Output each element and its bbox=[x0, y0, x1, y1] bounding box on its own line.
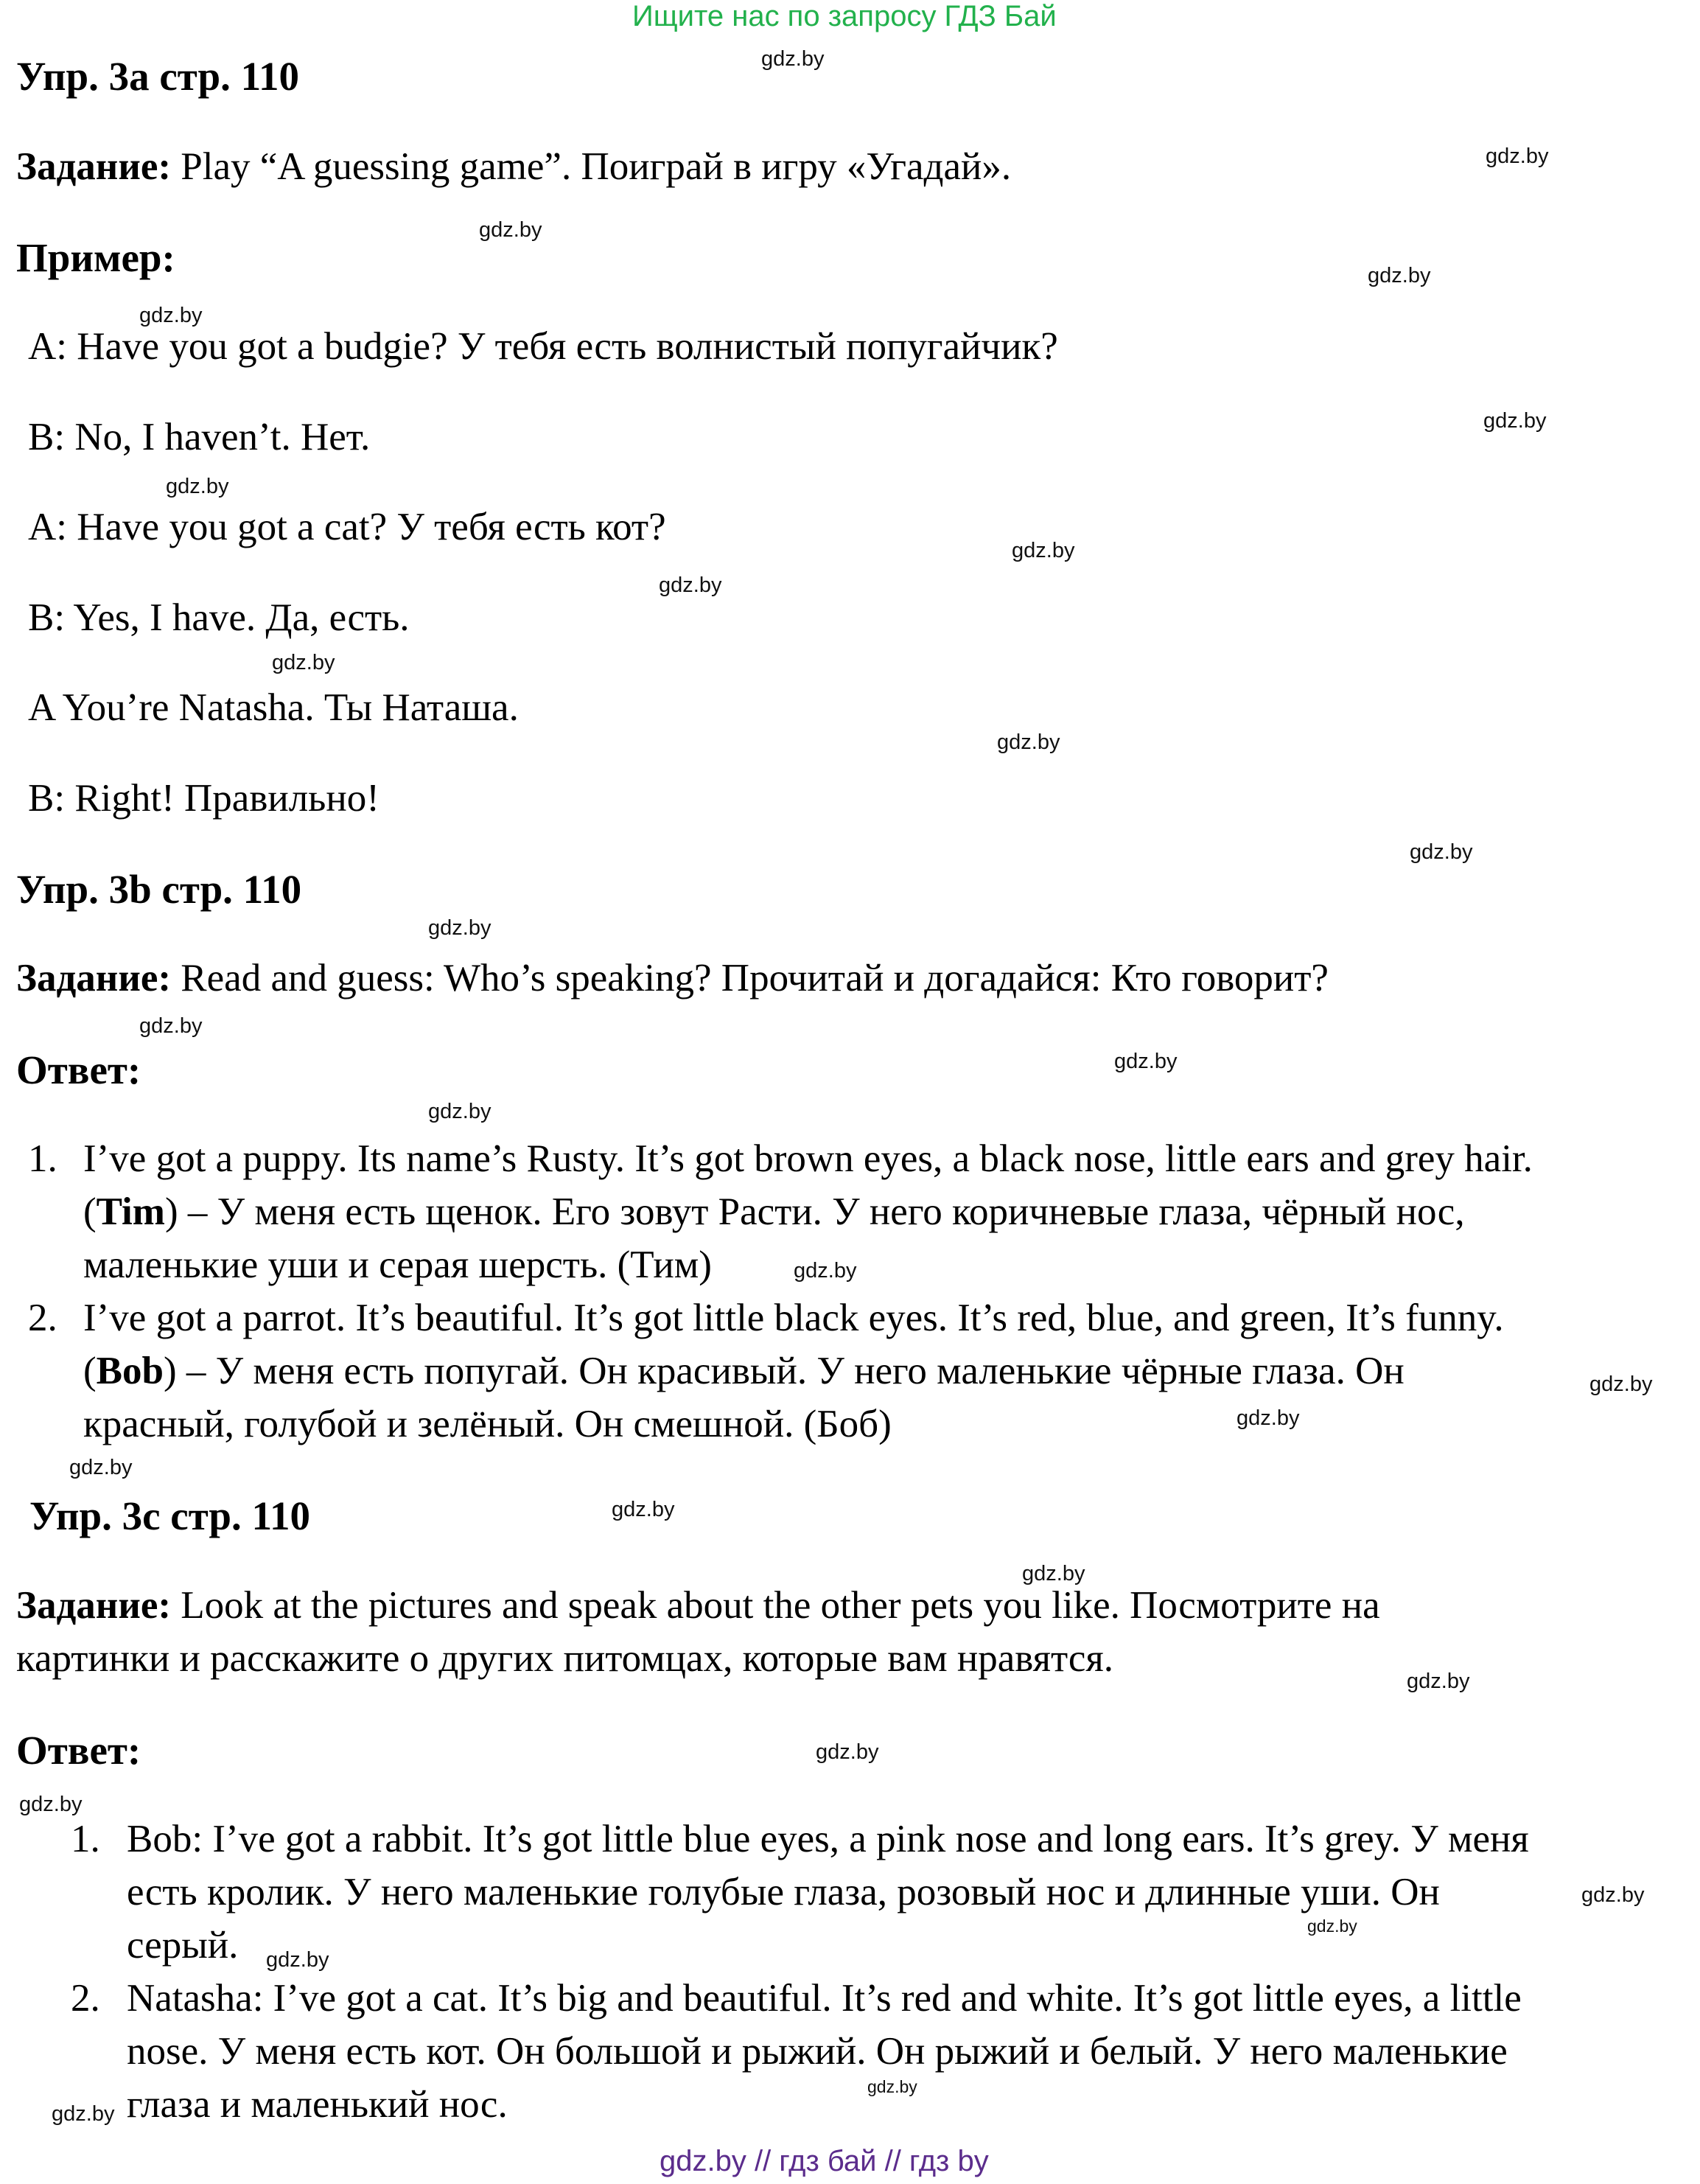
watermark: gdz.by bbox=[1589, 1372, 1653, 1396]
answer-label: Ответ: bbox=[16, 1728, 141, 1773]
watermark: gdz.by bbox=[1307, 1916, 1357, 1936]
answer-line: Bob: I’ve got a rabbit. It’s got little blue eyes, a pink nose and long ears. It’s grey. У меня bbox=[127, 1818, 1529, 1860]
search-hint-link[interactable]: Ищите нас по запросу ГДЗ Бай bbox=[632, 0, 1057, 32]
dialogue-line: A: Have you got a cat? У тебя есть кот? bbox=[28, 506, 666, 548]
answer-line: Natasha: I’ve got a cat. It’s big and beautiful. It’s red and white. It’s got little eyes, a little bbox=[127, 1977, 1522, 2020]
watermark: gdz.by bbox=[1022, 1562, 1085, 1585]
task-label: Задание: bbox=[16, 1584, 172, 1627]
watermark: gdz.by bbox=[1407, 1670, 1470, 1693]
task-text: Look at the pictures and speak about the other pets you like. Посмотрите на bbox=[181, 1584, 1380, 1627]
answer-line: I’ve got a puppy. Its name’s Rusty. It’s got brown eyes, a black nose, little ears and grey hair. bbox=[83, 1137, 1533, 1180]
watermark: gdz.by bbox=[612, 1498, 675, 1521]
task-text-cont: картинки и расскажите о других питомцах, которые вам нравятся. bbox=[16, 1637, 1113, 1680]
exercise-3c-task bbox=[16, 1583, 1380, 1627]
task-text: Read and guess: Who’s speaking? Прочитай и догадайся: Кто говорит? bbox=[181, 957, 1329, 999]
answer-line: серый. bbox=[127, 1924, 239, 1967]
watermark: gdz.by bbox=[139, 1014, 203, 1038]
list-number: 2. bbox=[71, 1977, 100, 2020]
exercise-3a-task bbox=[16, 144, 1011, 189]
speaker-name: Tim bbox=[96, 1190, 165, 1233]
watermark: gdz.by bbox=[1114, 1050, 1178, 1073]
watermark: gdz.by bbox=[1581, 1883, 1645, 1907]
dialogue-line: A: Have you got a budgie? У тебя есть волнистый попугайчик? bbox=[28, 325, 1058, 368]
answer-line: есть кролик. У него маленькие голубые глаза, розовый нос и длинные уши. Он bbox=[127, 1871, 1440, 1913]
watermark: gdz.by bbox=[794, 1259, 857, 1283]
watermark: gdz.by bbox=[1368, 264, 1431, 287]
dialogue-line: A You’re Natasha. Ты Наташа. bbox=[28, 686, 519, 729]
watermark: gdz.by bbox=[1486, 144, 1549, 168]
answer-line: I’ve got a parrot. It’s beautiful. It’s got little black eyes. It’s red, blue, and green, It’s funny. bbox=[83, 1297, 1504, 1339]
watermark: gdz.by bbox=[816, 1740, 879, 1764]
watermark: gdz.by bbox=[166, 475, 229, 498]
answer-line: (Tim) – У меня есть щенок. Его зовут Расти. У него коричневые глаза, чёрный нос, bbox=[83, 1190, 1465, 1233]
watermark: gdz.by bbox=[1410, 840, 1473, 864]
dialogue-line: B: No, I haven’t. Нет. bbox=[28, 416, 371, 458]
watermark: gdz.by bbox=[139, 304, 203, 327]
watermark: gdz.by bbox=[1012, 539, 1075, 562]
watermark: gdz.by bbox=[1483, 409, 1547, 433]
answer-label: Ответ: bbox=[16, 1047, 141, 1092]
list-number: 1. bbox=[71, 1818, 100, 1860]
answer-line: глаза и маленький нос. bbox=[127, 2083, 508, 2126]
dialogue-line: B: Right! Правильно! bbox=[28, 777, 379, 820]
watermark: gdz.by bbox=[266, 1948, 329, 1972]
answer-line: (Bob) – У меня есть попугай. Он красивый. У него маленькие чёрные глаза. Он bbox=[83, 1350, 1405, 1392]
exercise-3b-title: Упр. 3b стр. 110 bbox=[16, 867, 302, 912]
list-number: 2. bbox=[28, 1297, 57, 1339]
answer-translation: – У меня есть попугай. Он красивый. У него маленькие чёрные глаза. Он bbox=[176, 1350, 1405, 1392]
exercise-3c-title: Упр. 3c стр. 110 bbox=[29, 1493, 310, 1538]
example-label: Пример: bbox=[16, 235, 175, 280]
watermark: gdz.by bbox=[659, 573, 722, 597]
dialogue-line: B: Yes, I have. Да, есть. bbox=[28, 596, 410, 639]
watermark: gdz.by bbox=[428, 1100, 492, 1123]
speaker-name: Bob bbox=[96, 1350, 164, 1392]
task-label: Задание: bbox=[16, 957, 172, 999]
watermark: gdz.by bbox=[997, 730, 1060, 754]
answer-line: nose. У меня есть кот. Он большой и рыжий. Он рыжий и белый. У него маленькие bbox=[127, 2030, 1508, 2073]
watermark: gdz.by bbox=[479, 218, 542, 242]
watermark: gdz.by bbox=[1236, 1406, 1300, 1430]
watermark: gdz.by bbox=[761, 47, 825, 71]
footer-links[interactable]: gdz.by // гдз бай // гдз by bbox=[660, 2145, 989, 2177]
task-label: Задание: bbox=[16, 145, 172, 188]
answer-translation: – У меня есть щенок. Его зовут Расти. У него коричневые глаза, чёрный нос, bbox=[178, 1190, 1465, 1233]
watermark: gdz.by bbox=[52, 2102, 115, 2126]
task-text: Play “A guessing game”. Поиграй в игру «Угадай». bbox=[181, 145, 1012, 188]
watermark: gdz.by bbox=[428, 916, 492, 940]
exercise-3a-title: Упр. 3a стр. 110 bbox=[16, 54, 300, 99]
watermark: gdz.by bbox=[867, 2077, 917, 2096]
answer-line: красный, голубой и зелёный. Он смешной. (Боб) bbox=[83, 1403, 892, 1445]
answer-line: маленькие уши и серая шерсть. (Тим) bbox=[83, 1243, 712, 1286]
watermark: gdz.by bbox=[272, 651, 335, 674]
exercise-3b-task bbox=[16, 956, 1329, 1000]
watermark: gdz.by bbox=[69, 1456, 133, 1479]
list-number: 1. bbox=[28, 1137, 57, 1180]
watermark: gdz.by bbox=[19, 1793, 83, 1816]
